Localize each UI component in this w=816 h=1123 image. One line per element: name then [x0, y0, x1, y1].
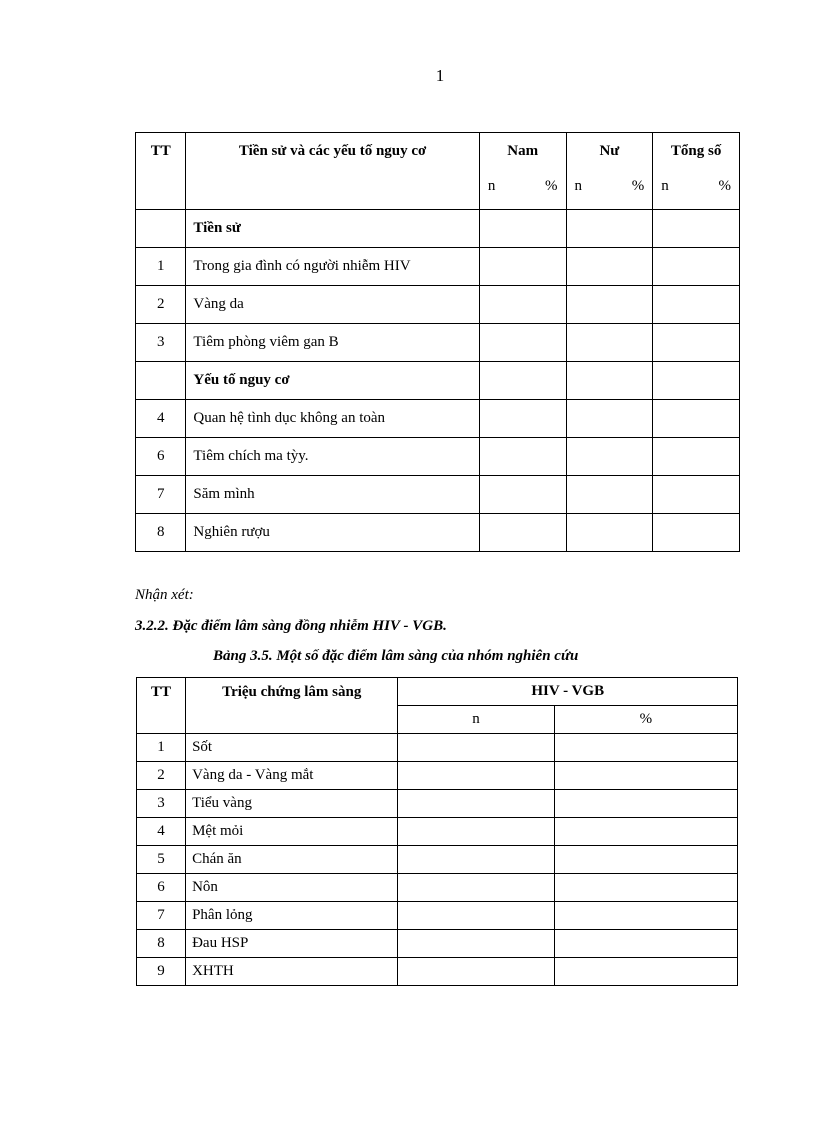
row-label: Tiêm chích ma tỳy. — [186, 438, 479, 476]
row-number: 4 — [136, 400, 186, 438]
row-label: Tiêm phòng viêm gan B — [186, 324, 479, 362]
value-cell — [653, 400, 740, 438]
clinical-symptoms-table-body — [137, 678, 738, 986]
value-cell — [398, 846, 554, 874]
section-label: Yếu tố nguy cơ — [186, 362, 479, 400]
row-label: Vàng da - Vàng mắt — [186, 762, 398, 790]
header-group: HIV - VGB — [398, 678, 738, 706]
table-header-row — [136, 133, 740, 210]
row-number: 1 — [136, 248, 186, 286]
value-cell — [479, 362, 566, 400]
row-label: Mệt mỏi — [186, 818, 398, 846]
page-number: 1 — [435, 66, 445, 85]
value-cell — [554, 874, 737, 902]
value-cell — [479, 210, 566, 248]
table-header-row — [137, 678, 738, 706]
col-n: n — [574, 178, 583, 194]
value-cell — [398, 930, 554, 958]
col-pct: % — [718, 178, 731, 194]
row-label: Trong gia đình có người nhiễm HIV — [186, 248, 479, 286]
value-cell — [479, 438, 566, 476]
col-pct: % — [631, 178, 645, 194]
value-cell — [653, 362, 740, 400]
section-label: Tiền sử — [186, 210, 479, 248]
value-cell — [566, 210, 653, 248]
risk-factors-table-body — [136, 133, 740, 552]
table-row — [137, 902, 738, 930]
value-cell — [398, 762, 554, 790]
col-pct: % — [545, 178, 558, 194]
row-number: 8 — [136, 514, 186, 552]
row-number: 7 — [137, 902, 186, 930]
remark-label: Nhận xét: — [135, 587, 194, 603]
row-label: Vàng da — [186, 286, 479, 324]
value-cell — [566, 400, 653, 438]
row-label: Đau HSP — [186, 930, 398, 958]
value-cell — [398, 902, 554, 930]
table-row — [136, 438, 740, 476]
value-cell — [653, 476, 740, 514]
value-cell — [554, 846, 737, 874]
value-cell — [653, 286, 740, 324]
value-cell — [479, 514, 566, 552]
value-cell — [653, 438, 740, 476]
row-number: 5 — [137, 846, 186, 874]
row-label: Săm mình — [186, 476, 479, 514]
table-caption: Bảng 3.5. Một số đặc điểm lâm sàng của nhóm nghiên cứu — [213, 648, 579, 664]
value-cell — [398, 818, 554, 846]
value-cell — [479, 248, 566, 286]
value-cell — [554, 818, 737, 846]
table-row — [136, 476, 740, 514]
value-cell — [653, 210, 740, 248]
value-cell — [566, 324, 653, 362]
col-n: n — [487, 178, 496, 194]
table-row — [136, 324, 740, 362]
value-cell — [566, 286, 653, 324]
value-cell — [479, 400, 566, 438]
value-cell — [653, 324, 740, 362]
table-row — [137, 846, 738, 874]
table-row — [137, 818, 738, 846]
table-row — [137, 734, 738, 762]
row-number: 6 — [137, 874, 186, 902]
table-row — [136, 514, 740, 552]
header-group-female: Nư n % — [566, 133, 653, 210]
row-label: Tiểu vàng — [186, 790, 398, 818]
table-row — [136, 248, 740, 286]
row-number — [136, 210, 186, 248]
value-cell — [398, 874, 554, 902]
value-cell — [554, 902, 737, 930]
value-cell — [554, 734, 737, 762]
header-group-total: Tổng số n % — [653, 133, 740, 210]
table-row — [137, 958, 738, 986]
value-cell — [554, 958, 737, 986]
clinical-symptoms-table — [136, 677, 738, 986]
table-row — [136, 286, 740, 324]
row-number: 2 — [136, 286, 186, 324]
col-n: n — [398, 706, 554, 734]
value-cell — [398, 734, 554, 762]
row-number: 1 — [137, 734, 186, 762]
value-cell — [566, 476, 653, 514]
row-label: Nghiên rượu — [186, 514, 479, 552]
value-cell — [566, 248, 653, 286]
value-cell — [566, 514, 653, 552]
table-row — [136, 400, 740, 438]
row-number: 8 — [137, 930, 186, 958]
header-tt: TT — [136, 133, 186, 210]
table-row — [137, 874, 738, 902]
table-row — [137, 790, 738, 818]
header-symptom: Triệu chứng lâm sàng — [186, 678, 398, 734]
row-label: Quan hệ tình dục không an toàn — [186, 400, 479, 438]
row-label: Chán ăn — [186, 846, 398, 874]
table-row — [137, 930, 738, 958]
col-n: n — [661, 178, 669, 194]
section-heading: 3.2.2. Đặc điểm lâm sàng đồng nhiễm HIV - VGB. — [135, 618, 447, 634]
value-cell — [479, 476, 566, 514]
section-row — [136, 362, 740, 400]
risk-factors-table — [135, 132, 740, 552]
header-factor: Tiền sử và các yếu tố nguy cơ — [186, 133, 479, 210]
value-cell — [554, 930, 737, 958]
row-label: XHTH — [186, 958, 398, 986]
value-cell — [554, 762, 737, 790]
section-row — [136, 210, 740, 248]
row-label: Phân lỏng — [186, 902, 398, 930]
value-cell — [566, 438, 653, 476]
table-row — [137, 762, 738, 790]
row-label: Nôn — [186, 874, 398, 902]
value-cell — [653, 248, 740, 286]
col-pct: % — [554, 706, 737, 734]
row-number: 3 — [137, 790, 186, 818]
row-number — [136, 362, 186, 400]
value-cell — [398, 958, 554, 986]
value-cell — [479, 286, 566, 324]
value-cell — [479, 324, 566, 362]
row-number: 6 — [136, 438, 186, 476]
header-tt: TT — [137, 678, 186, 734]
row-number: 4 — [137, 818, 186, 846]
row-number: 3 — [136, 324, 186, 362]
header-group-male: Nam n % — [479, 133, 566, 210]
row-number: 7 — [136, 476, 186, 514]
row-label: Sốt — [186, 734, 398, 762]
value-cell — [554, 790, 737, 818]
value-cell — [566, 362, 653, 400]
value-cell — [398, 790, 554, 818]
row-number: 2 — [137, 762, 186, 790]
value-cell — [653, 514, 740, 552]
row-number: 9 — [137, 958, 186, 986]
